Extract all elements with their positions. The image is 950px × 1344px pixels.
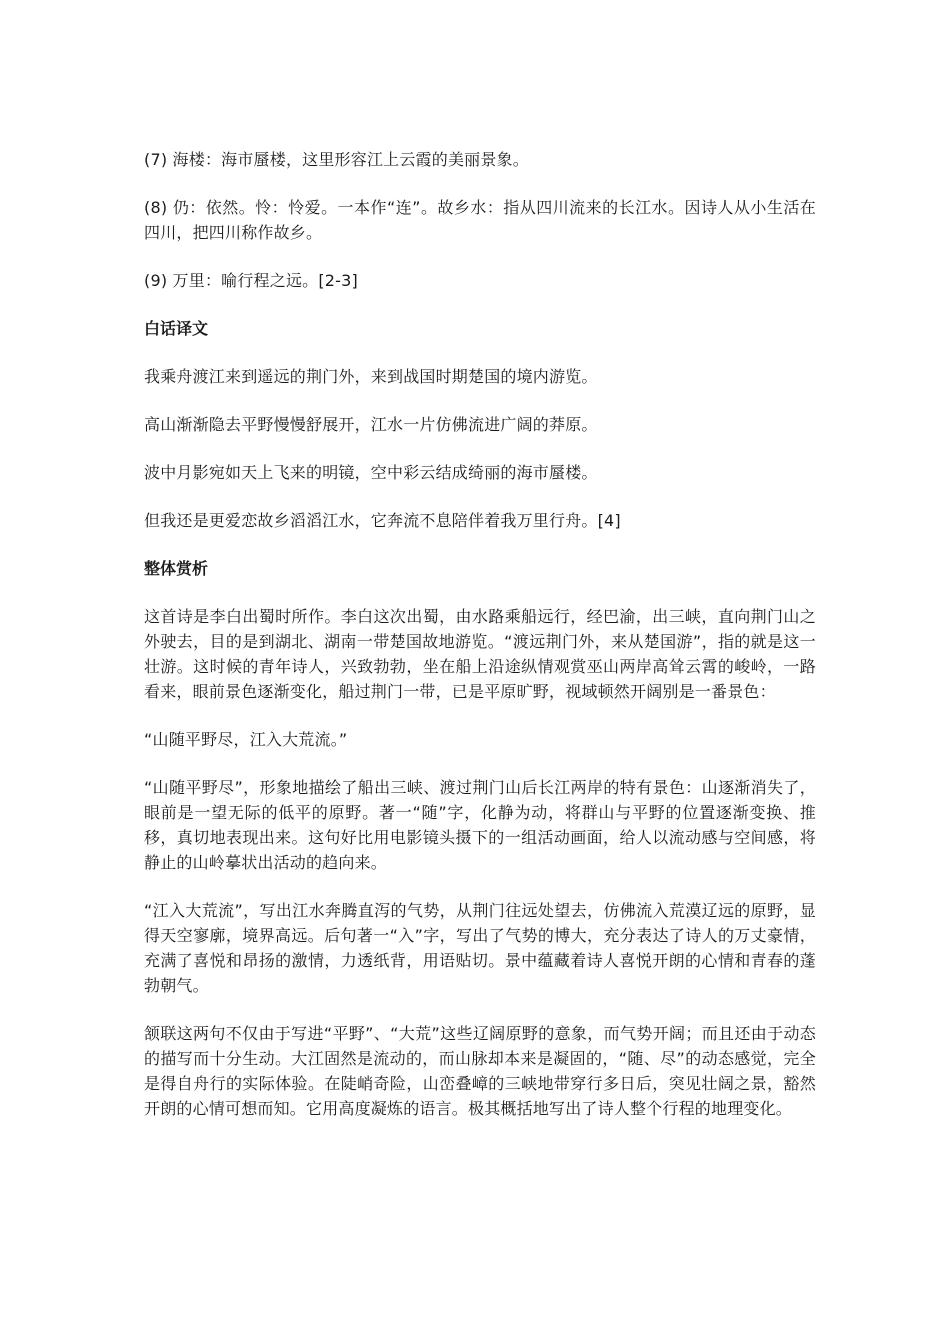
translation-line-4: 但我还是更爱恋故乡滔滔江水，它奔流不息陪伴着我万里行舟。[4] [144, 511, 621, 530]
analysis-paragraph-3: “江入大荒流”，写出江水奔腾直泻的气势，从荆门往远处望去，仿佛流入荒漠辽远的原野，显得天空寥廓，境界高远。后句著一“入”字，写出了气势的博大，充分表达了诗人的万丈豪情，充满了喜悦和昂扬的激情，力透纸背，用语贴切。景中蕴藏着诗人喜悦开朗的心情和青春的蓬勃朝气。 [144, 901, 816, 995]
note-7: (7) 海楼：海市蜃楼，这里形容江上云霞的美丽景象。 [144, 150, 529, 169]
note-9: (9) 万里：喻行程之远。[2-3] [144, 271, 358, 290]
analysis-paragraph-2: “山随平野尽”，形象地描绘了船出三峡、渡过荆门山后长江两岸的特有景色：山逐渐消失了，眼前是一望无际的低平的原野。著一“随”字，化静为动，将群山与平野的位置逐渐变换、推移，真切地表现出来。这句好比用电影镜头摄下的一组活动画面，给人以流动感与空间感，将静止的山岭摹状出活动的趋向来。 [144, 778, 816, 872]
translation-line-3: 波中月影宛如天上飞来的明镜，空中彩云结成绮丽的海市蜃楼。 [144, 463, 598, 482]
translation-line-2: 高山渐渐隐去平野慢慢舒展开，江水一片仿佛流进广阔的莽原。 [144, 415, 598, 434]
analysis-paragraph-1: 这首诗是李白出蜀时所作。李白这次出蜀，由水路乘船远行，经巴渝，出三峡，直向荆门山之外驶去，目的是到湖北、湖南一带楚国故地游览。“渡远荆门外，来从楚国游”，指的就是这一壮游。这时候的青年诗人，兴致勃勃，坐在船上沿途纵情观赏巫山两岸高耸云霄的峻岭，一路看来，眼前景色逐渐变化，船过荆门一带，已是平原旷野，视域顿然开阔别是一番景色： [144, 607, 816, 701]
analysis-quote: “山随平野尽，江入大荒流。” [144, 730, 348, 749]
translation-heading: 白话译文 [144, 319, 209, 338]
analysis-heading: 整体赏析 [144, 559, 209, 578]
document-page [144, 147, 816, 1144]
note-8: (8) 仍：依然。怜：怜爱。一本作“连”。故乡水：指从四川流来的长江水。因诗人从小生活在四川，把四川称作故乡。 [144, 198, 816, 242]
analysis-paragraph-4: 颔联这两句不仅由于写进“平野”、“大荒”这些辽阔原野的意象，而气势开阔；而且还由于动态的描写而十分生动。大江固然是流动的，而山脉却本来是凝固的，“随、尽”的动态感觉，完全是得自舟行的实际体验。在陡峭奇险，山峦叠嶂的三峡地带穿行多日后，突见壮阔之景，豁然开朗的心情可想而知。它用高度凝炼的语言。极其概括地写出了诗人整个行程的地理变化。 [144, 1024, 816, 1118]
translation-line-1: 我乘舟渡江来到遥远的荆门外，来到战国时期楚国的境内游览。 [144, 367, 598, 386]
